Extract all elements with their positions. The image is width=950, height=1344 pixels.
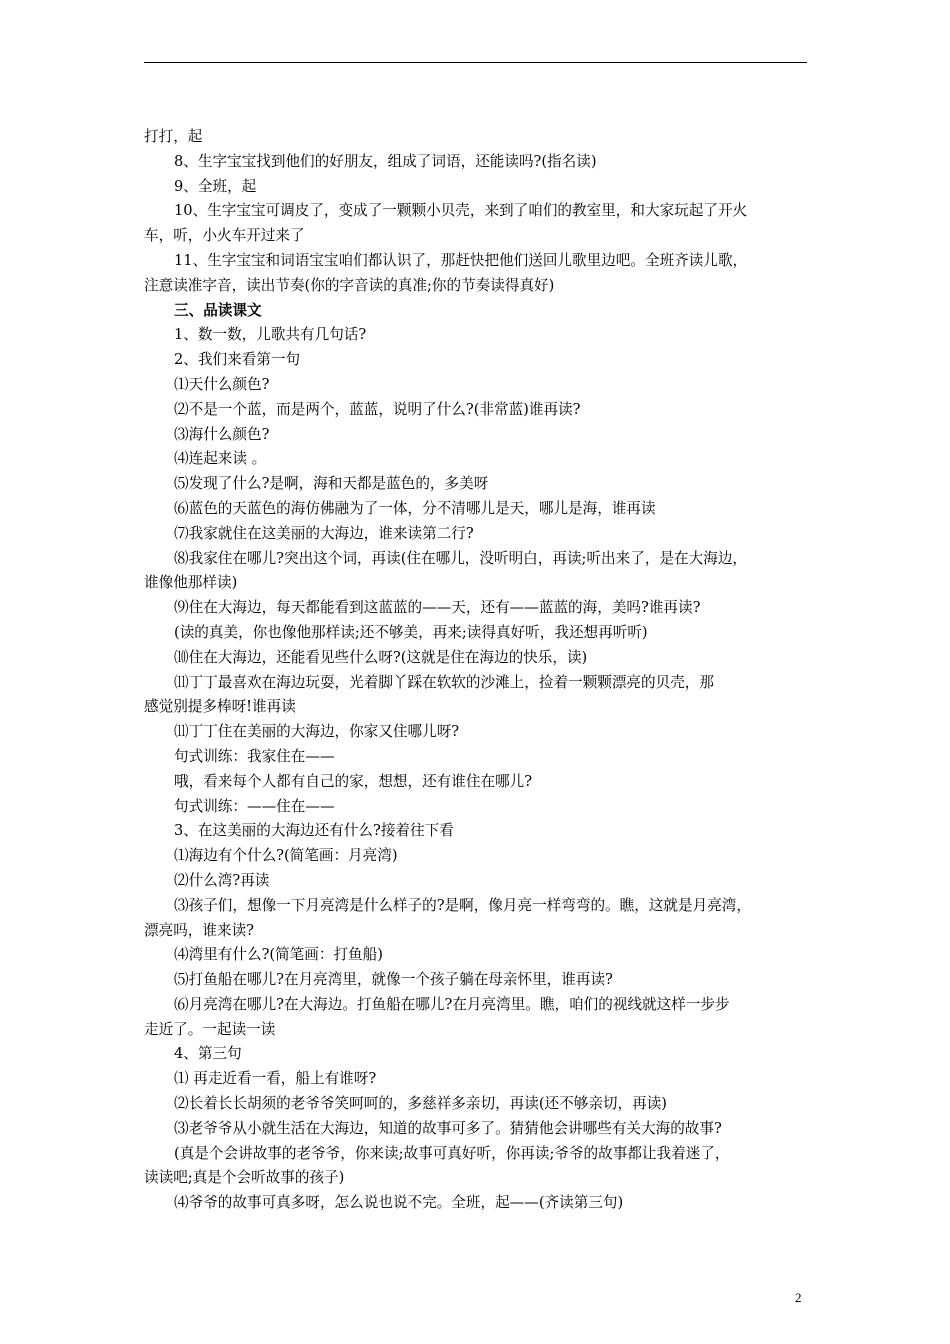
text-line: 句式训练：我家住在—— bbox=[174, 747, 335, 765]
document-body bbox=[144, 125, 807, 1216]
text-line: ⑾丁丁最喜欢在海边玩耍，光着脚丫踩在软软的沙滩上，捡着一颗颗漂亮的贝壳，那 bbox=[174, 673, 714, 691]
text-line: 打打，起 bbox=[144, 128, 203, 145]
text-line: 句式训练：——住在—— bbox=[174, 797, 335, 815]
text-line: ⑶海什么颜色? bbox=[174, 425, 270, 443]
text-line: ⑴ 再走近看一看，船上有谁呀? bbox=[174, 1070, 377, 1088]
text-line: ⑹蓝色的天蓝色的海仿佛融为了一体，分不清哪儿是天，哪儿是海，谁再读 bbox=[174, 499, 656, 517]
text-line: ⑷连起来读 。 bbox=[174, 450, 267, 468]
text-line: ⑶孩子们，想像一下月亮湾是什么样子的?是啊，像月亮一样弯弯的。瞧，这就是月亮湾， bbox=[174, 896, 751, 914]
text-line: ⑽住在大海边，还能看见些什么呀?(这就是住在海边的快乐，读) bbox=[174, 648, 588, 666]
text-line: 3、在这美丽的大海边还有什么?接着往下看 bbox=[174, 822, 454, 840]
text-line: 哦，看来每个人都有自己的家，想想，还有谁住在哪儿? bbox=[174, 772, 533, 790]
text-line: 8、生字宝宝找到他们的好朋友，组成了词语，还能读吗?(指名读) bbox=[174, 152, 597, 170]
text-line: ⑴天什么颜色? bbox=[174, 375, 270, 393]
text-line: 2、我们来看第一句 bbox=[174, 351, 301, 369]
text-line: 读读吧;真是个会听故事的孩子) bbox=[144, 1169, 345, 1187]
text-line: ⑼住在大海边，每天都能看到这蓝蓝的——天，还有——蓝蓝的海，美吗?谁再读? bbox=[174, 599, 701, 617]
text-line: ⑷爷爷的故事可真多呀，怎么说也说不完。全班，起——(齐读第三句) bbox=[174, 1194, 624, 1212]
text-line: ⑹月亮湾在哪儿?在大海边。打鱼船在哪儿?在月亮湾里。瞧，咱们的视线就这样一步步 bbox=[174, 995, 730, 1013]
header-rule bbox=[144, 62, 807, 63]
text-line: 车，听，小火车开过来了 bbox=[144, 227, 305, 245]
text-line: ⑵长着长长胡须的老爷爷笑呵呵的，多慈祥多亲切，再读(还不够亲切，再读) bbox=[174, 1095, 667, 1113]
text-line: ⑸打鱼船在哪儿?在月亮湾里，就像一个孩子躺在母亲怀里，谁再读? bbox=[174, 971, 613, 989]
text-line: 9、全班，起 bbox=[174, 177, 257, 195]
text-line: (读的真美，你也像他那样读;还不够美，再来;读得真好听，我还想再听听) bbox=[174, 623, 648, 641]
text-line: ⑵不是一个蓝，而是两个，蓝蓝，说明了什么?(非常蓝)谁再读? bbox=[174, 400, 581, 418]
text-line: 11、生字宝宝和词语宝宝咱们都认识了，那赶快把他们送回儿歌里边吧。全班齐读儿歌， bbox=[174, 251, 748, 269]
text-line: ⑷湾里有什么?(简笔画：打鱼船) bbox=[174, 946, 383, 964]
text-line: ⑸发现了什么?是啊，海和天都是蓝色的，多美呀 bbox=[174, 475, 489, 493]
text-line: ⑺我家就住在这美丽的大海边，谁来读第二行? bbox=[174, 524, 474, 542]
section-heading: 三、品读课文 bbox=[174, 301, 262, 319]
text-line: ⑵什么湾?再读 bbox=[174, 871, 270, 889]
text-line: ⑴海边有个什么?(简笔画：月亮湾) bbox=[174, 847, 398, 865]
text-line: ⑻我家住在哪儿?突出这个词，再读(住在哪儿，没听明白，再读;听出来了，是在大海边， bbox=[174, 549, 748, 567]
text-line: 感觉别提多棒呀!谁再读 bbox=[144, 698, 296, 716]
text-line: 谁像他那样读) bbox=[144, 574, 238, 592]
text-line: 10、生字宝宝可调皮了，变成了一颗颗小贝壳，来到了咱们的教室里，和大家玩起了开火 bbox=[174, 202, 748, 220]
page-number: 2 bbox=[795, 1290, 802, 1305]
text-line: 1、数一数，儿歌共有几句话? bbox=[174, 326, 367, 344]
text-line: ⑶老爷爷从小就生活在大海边，知道的故事可多了。猜猜他会讲哪些有关大海的故事? bbox=[174, 1119, 722, 1137]
text-line: 4、第三句 bbox=[174, 1045, 242, 1063]
text-line: (真是个会讲故事的老爷爷，你来读;故事可真好听，你再读;爷爷的故事都让我着迷了， bbox=[174, 1144, 730, 1162]
text-line: ⑾丁丁住在美丽的大海边，你家又住哪儿呀? bbox=[174, 723, 460, 741]
text-line: 走近了。一起读一读 bbox=[144, 1020, 276, 1038]
text-line: 漂亮吗，谁来读? bbox=[144, 921, 254, 939]
text-line: 注意读准字音，读出节奏(你的字音读的真准;你的节奏读得真好) bbox=[144, 276, 555, 294]
